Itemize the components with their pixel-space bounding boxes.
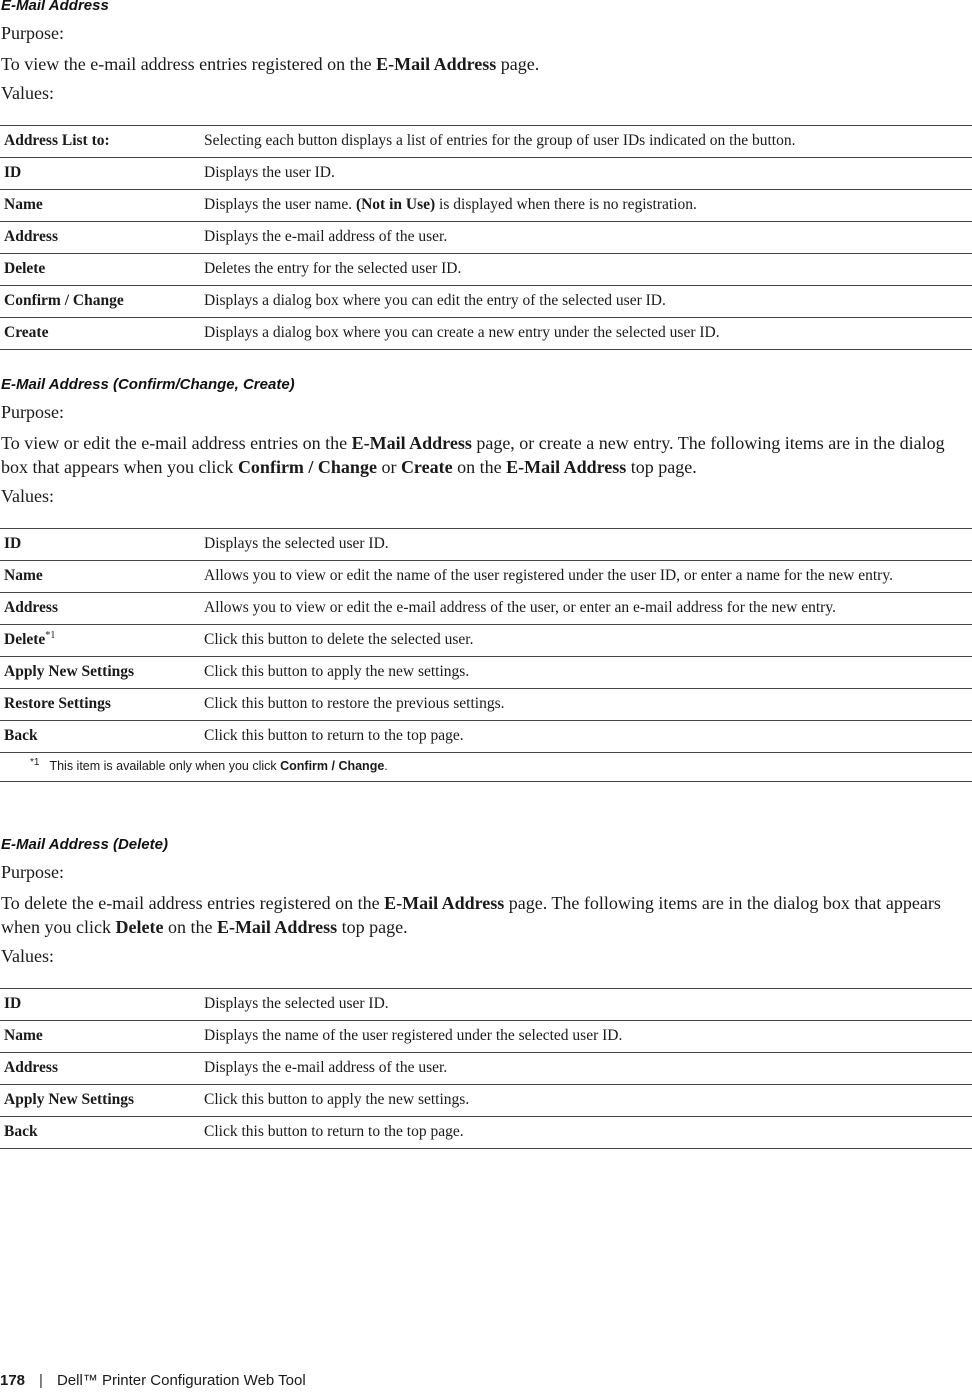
page-number: 178 [0,1372,26,1389]
purpose-label: Purpose: [1,862,64,882]
row-value: Displays the e-mail address of the user. [198,1053,972,1085]
table-row [0,689,972,721]
row-key: Address List to: [0,126,198,158]
row-key: Address [0,222,198,254]
row-value: Click this button to restore the previous settings. [198,689,972,721]
row-value: Selecting each button displays a list of entries for the group of user IDs indicated on the button. [198,126,972,158]
values-label: Values: [1,486,54,506]
table-row [0,721,972,753]
table-row [0,625,972,657]
table-row [0,657,972,689]
row-value: Allows you to view or edit the e-mail address of the user, or enter an e-mail address for the new entry. [198,593,972,625]
table-footnote: $^{*1}$ This item is available only when you click Confirm / Change. [0,753,972,782]
section-email-address [0,0,972,350]
table-row [0,593,972,625]
row-key: Back [0,1117,198,1149]
purpose-label: Purpose: [1,402,64,422]
table-row [0,158,972,190]
row-key: Apply New Settings [0,1085,198,1117]
section-heading: E-Mail Address [1,0,109,14]
table-row [0,1085,972,1117]
values-table [0,125,972,350]
page-footer [0,1372,306,1389]
row-key: Delete [0,254,198,286]
row-key: Confirm / Change [0,286,198,318]
row-value: Displays a dialog box where you can edit the entry of the selected user ID. [198,286,972,318]
values-table [0,528,972,782]
values-table [0,988,972,1149]
footnote-marker: *1 [45,629,56,641]
values-label: Values: [1,946,54,966]
row-key: Create [0,318,198,350]
row-value: Displays the selected user ID. [198,989,972,1021]
footer-separator: | [39,1372,43,1389]
section-email-address-confirm-change-create [0,376,972,782]
row-key: Apply New Settings [0,657,198,689]
footer-title: Dell™ Printer Configuration Web Tool [56,1372,306,1389]
table-row [0,222,972,254]
purpose-text: To delete the e-mail address entries registered on the E-Mail Address page. The following items are in the dialog box that appears when you click Delete on the E-Mail Address top page. [1,893,941,937]
row-key: Address [0,1053,198,1085]
row-value: Click this button to delete the selected user. [198,625,972,657]
section-heading: E-Mail Address (Confirm/Change, Create) [1,376,295,393]
row-value: Displays the user ID. [198,158,972,190]
row-value: Deletes the entry for the selected user ID. [198,254,972,286]
row-value: Click this button to return to the top page. [198,721,972,753]
row-value: Click this button to apply the new settings. [198,657,972,689]
row-key: Name [0,190,198,222]
purpose-label: Purpose: [1,23,64,43]
row-key: ID [0,989,198,1021]
row-value: Displays the selected user ID. [198,529,972,561]
values-label: Values: [1,83,54,103]
row-value: Allows you to view or edit the name of the user registered under the user ID, or enter a name for the new entry. [198,561,972,593]
table-row [0,318,972,350]
row-key: Back [0,721,198,753]
row-key: Name [0,561,198,593]
row-key: Restore Settings [0,689,198,721]
table-row [0,190,972,222]
purpose-text: To view or edit the e-mail address entries on the E-Mail Address page, or create a new entry. The following items are in the dialog box that appears when you click Confirm / Change or Create on the E-Mail Address top page. [1,433,945,477]
table-row [0,1053,972,1085]
row-key: Address [0,593,198,625]
section-email-address-delete [0,836,972,1149]
row-value: Displays the e-mail address of the user. [198,222,972,254]
row-key: Name [0,1021,198,1053]
row-value: Displays the user name. (Not in Use) is displayed when there is no registration. [198,190,972,222]
table-row [0,561,972,593]
table-row [0,1021,972,1053]
row-key: ID [0,529,198,561]
table-row [0,286,972,318]
row-value: Displays a dialog box where you can create a new entry under the selected user ID. [198,318,972,350]
row-value: Click this button to return to the top page. [198,1117,972,1149]
section-heading: E-Mail Address (Delete) [1,836,168,853]
table-row [0,126,972,158]
table-row [0,1117,972,1149]
purpose-text: To view the e-mail address entries registered on the E-Mail Address page. [1,54,540,74]
row-value: Click this button to apply the new settings. [198,1085,972,1117]
table-row [0,529,972,561]
table-row [0,254,972,286]
row-key: ID [0,158,198,190]
table-row [0,989,972,1021]
row-value: Displays the name of the user registered under the selected user ID. [198,1021,972,1053]
row-key: Delete$^{*1}$ [0,625,198,657]
